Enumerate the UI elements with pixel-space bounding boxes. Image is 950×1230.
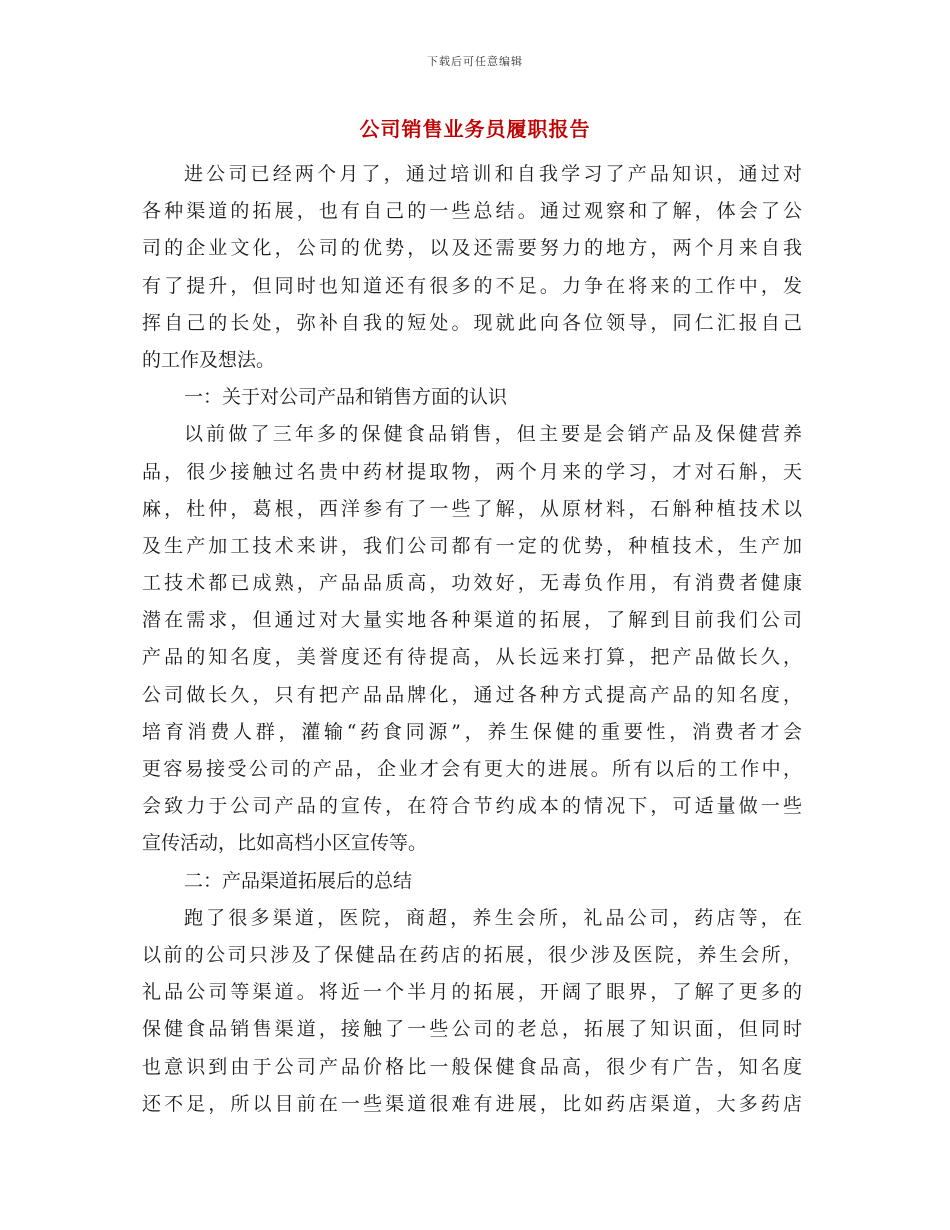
document-body <box>142 156 802 1123</box>
body-line: 潜在需求，但通过对大量实地各种渠道的拓展，了解到目前我们公司 <box>142 609 802 632</box>
body-line: 进公司已经两个月了，通过培训和自我学习了产品知识，通过对 <box>184 163 802 185</box>
body-line: 各种渠道的拓展，也有自己的一些总结。通过观察和了解，体会了公 <box>142 200 802 223</box>
body-line: 还不足，所以目前在一些渠道很难有进展，比如药店渠道，大多药店 <box>142 1092 802 1115</box>
body-line: 麻，杜仲，葛根，西洋参有了一些了解，从原材料，石斛种植技术以 <box>142 497 802 520</box>
body-line: 品，很少接触过名贵中药材提取物，两个月来的学习，才对石斛，天 <box>142 460 802 483</box>
body-line: 培育消费人群，灌输“药食同源”，养生保健的重要性，消费者才会 <box>142 720 802 743</box>
body-line: 的工作及想法。 <box>142 348 276 371</box>
section-heading: 一：关于对公司产品和销售方面的认识 <box>184 386 508 409</box>
body-line: 保健食品销售渠道，接触了一些公司的老总，拓展了知识面，但同时 <box>142 1018 802 1041</box>
body-line: 及生产加工技术来讲，我们公司都有一定的优势，种植技术，生产加 <box>142 534 802 557</box>
body-line: 宣传活动，比如高档小区宣传等。 <box>142 832 428 855</box>
body-line: 产品的知名度，美誉度还有待提高，从长远来打算，把产品做长久， <box>142 646 802 669</box>
body-line: 也意识到由于公司产品价格比一般保健食品高，很少有广告，知名度 <box>142 1055 802 1078</box>
body-line: 工技术都已成熟，产品品质高，功效好，无毒负作用，有消费者健康 <box>142 572 802 595</box>
body-line: 以前的公司只涉及了保健品在药店的拓展，很少涉及医院，养生会所， <box>142 943 802 966</box>
body-line: 礼品公司等渠道。将近一个半月的拓展，开阔了眼界，了解了更多的 <box>142 981 802 1004</box>
body-line: 以前做了三年多的保健食品销售，但主要是会销产品及保健营养 <box>184 423 802 446</box>
section-heading: 二：产品渠道拓展后的总结 <box>184 869 413 892</box>
header-note: 下载后可任意编辑 <box>427 55 523 68</box>
body-line: 司的企业文化，公司的优势，以及还需要努力的地方，两个月来自我 <box>142 237 802 260</box>
body-line: 公司做长久，只有把产品品牌化，通过各种方式提高产品的知名度， <box>142 683 802 706</box>
body-line: 挥自己的长处，弥补自我的短处。现就此向各位领导，同仁汇报自己 <box>142 311 802 334</box>
body-line: 更容易接受公司的产品，企业才会有更大的进展。所有以后的工作中， <box>142 758 802 780</box>
body-line: 有了提升，但同时也知道还有很多的不足。力争在将来的工作中，发 <box>142 274 802 297</box>
document-title: 公司销售业务员履职报告 <box>359 117 591 141</box>
body-line: 跑了很多渠道，医院，商超，养生会所，礼品公司，药店等，在 <box>184 906 802 929</box>
body-line: 会致力于公司产品的宣传，在符合节约成本的情况下，可适量做一些 <box>142 795 802 818</box>
